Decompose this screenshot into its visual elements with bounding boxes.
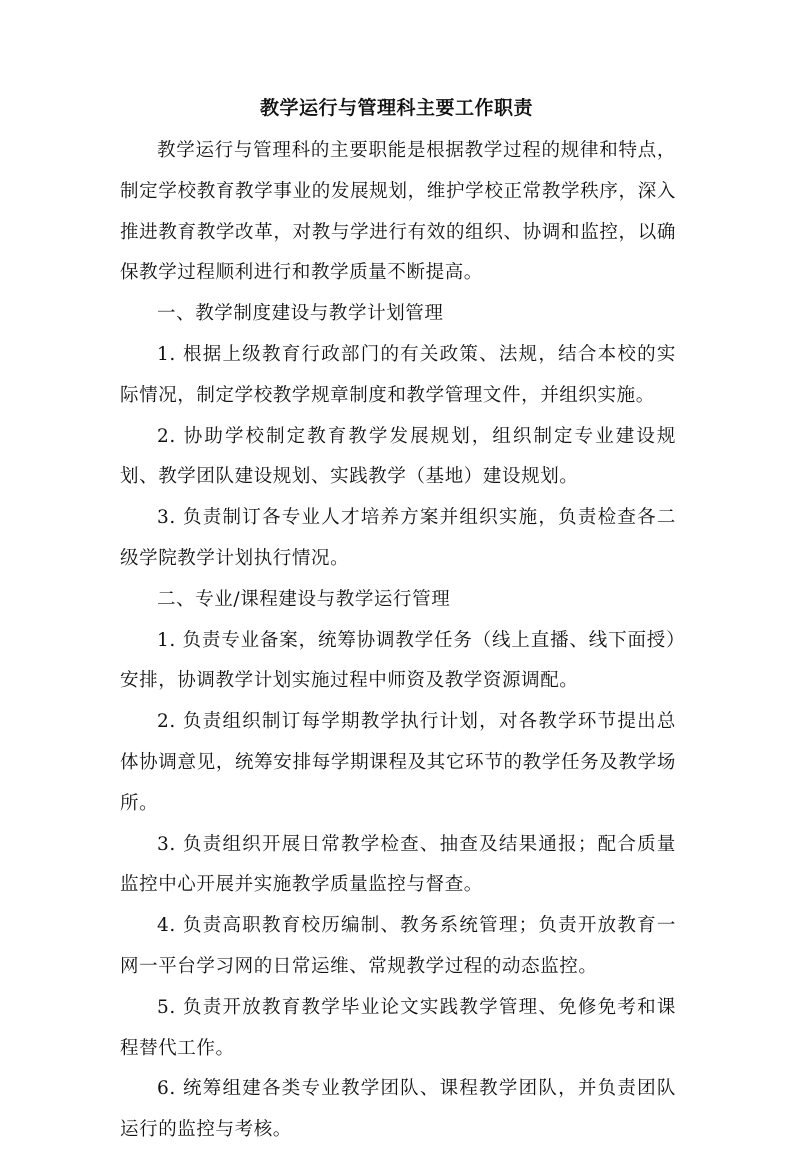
section-2-item-6: 6. 统筹组建各类专业教学团队、课程教学团队，并负责团队运行的监控与考核。 (120, 1078, 676, 1141)
section-1-item-1: 1. 根据上级教育行政部门的有关政策、法规，结合本校的实际情况，制定学校教学规章制度和教学管理文件，并组织实施。 (120, 343, 676, 406)
document-body (120, 131, 676, 1151)
section-2-item-1: 1. 负责专业备案，统筹协调教学任务（线上直播、线下面授）安排，协调教学计划实施过程中师资及教学资源调配。 (120, 629, 676, 692)
section-2-item-2: 2. 负责组织制订每学期教学执行计划，对各教学环节提出总体协调意见，统筹安排每学期课程及其它环节的教学任务及教学场所。 (120, 711, 676, 814)
page-title: 教学运行与管理科主要工作职责 (259, 97, 533, 119)
section-heading-2: 二、专业/课程建设与教学运行管理 (157, 588, 451, 610)
section-2-item-3: 3. 负责组织开展日常教学检查、抽查及结果通报；配合质量监控中心开展并实施教学质量监控与督查。 (120, 833, 676, 896)
section-2-item-5: 5. 负责开放教育教学毕业论文实践教学管理、免修免考和课程替代工作。 (120, 996, 676, 1059)
intro-paragraph: 教学运行与管理科的主要职能是根据教学过程的规律和特点，制定学校教育教学事业的发展规划，维护学校正常教学秩序，深入推进教育教学改革，对教与学进行有效的组织、协调和监控，以确保教学过程顺利进行和教学质量不断提高。 (120, 140, 676, 284)
section-1-item-3: 3. 负责制订各专业人才培养方案并组织实施，负责检查各二级学院教学计划执行情况。 (120, 507, 676, 569)
section-2-item-4: 4. 负责高职教育校历编制、教务系统管理；负责开放教育一网一平台学习网的日常运维、常规教学过程的动态监控。 (120, 915, 676, 977)
section-heading-1: 一、教学制度建设与教学计划管理 (157, 303, 444, 325)
section-1-item-2: 2. 协助学校制定教育教学发展规划，组织制定专业建设规划、教学团队建设规划、实践教学（基地）建设规划。 (120, 425, 676, 488)
